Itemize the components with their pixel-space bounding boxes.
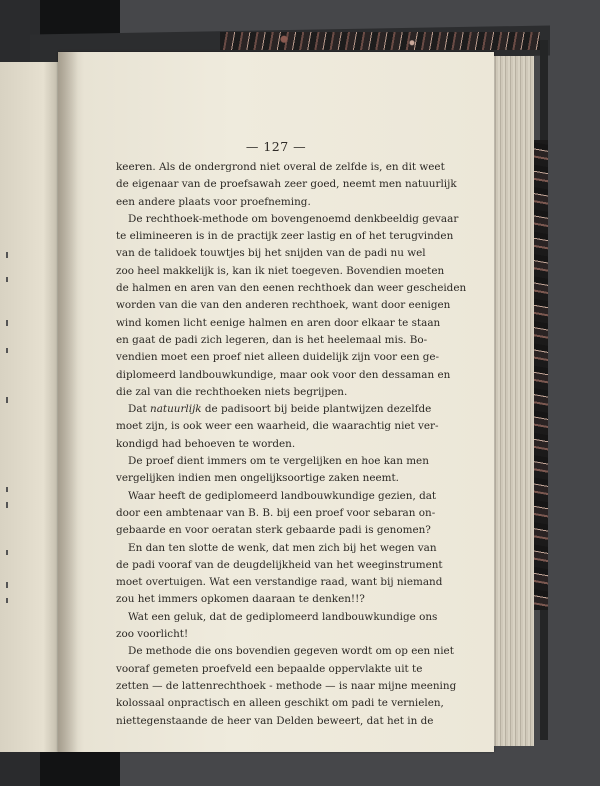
gutter-shadow <box>58 52 78 752</box>
text-line: diplomeerd landbouwkundige, maar ook voor den dessaman en <box>116 368 451 381</box>
text-line: een andere plaats voor proefneming. <box>116 195 311 208</box>
text-line: vergelijken indien men ongelijksoortige zaken neemt. <box>116 472 399 485</box>
text-line: zetten — de lattenrechthoek - methode — is naar mijne meening <box>116 679 457 692</box>
text-line: keeren. Als de ondergrond niet overal de zelfde is, en dit weet <box>116 161 445 173</box>
text-line: gebaarde en voor oeratan sterk gebaarde padi is genomen? <box>116 524 431 537</box>
text-line: te elimineeren is in de practijk zeer lastig en of het terugvinden <box>116 230 454 243</box>
text-line: die zal van die rechthoeken niets begrijpen. <box>116 385 348 398</box>
page-stack-edge <box>488 56 534 746</box>
text-line: zoo heel makkelijk is, kan ik niet toegeven. Bovendien moeten <box>116 264 445 277</box>
text-line: Waar heeft de gediplomeerd landbouwkundige gezien, dat <box>128 489 437 502</box>
emphasis: natuurlijk <box>150 403 202 416</box>
facing-page-edge <box>0 62 62 752</box>
text-line: niettegenstaande de heer van Delden beweert, dat het in de <box>116 714 434 727</box>
text-line: en gaat de padi zich legeren, dan is het heelemaal mis. Bo- <box>116 333 428 346</box>
text-line: de padi vooraf van de deugdelijkheid van het weeginstrument <box>116 558 443 571</box>
text-line: wind komen licht eenige halmen en aren door elkaar te staan <box>116 316 441 329</box>
text-line: Wat een geluk, dat de gediplomeerd landbouwkundige ons <box>128 610 438 623</box>
text-line-italic: Dat natuurlijk de padisoort bij beide plantwijzen dezelfde <box>128 403 432 416</box>
marbled-edge-top <box>220 32 540 50</box>
text-line: De methode die ons bovendien gegeven wordt om op een niet <box>128 645 454 658</box>
page-number: — 127 — <box>245 139 307 154</box>
text-line: vendien moet een proef niet alleen duidelijk zijn voor een ge- <box>116 351 440 364</box>
text-line: vooraf gemeten proefveld een bepaalde oppervlakte uit te <box>116 662 423 675</box>
text-line: zoo voorlicht! <box>116 628 189 641</box>
text-line: door een ambtenaar van B. B. bij een proef voor sebaran on- <box>116 506 436 519</box>
text-line: worden van die van den anderen rechthoek, want door eenigen <box>116 299 451 312</box>
text-line: De proef dient immers om te vergelijken en hoe kan men <box>128 455 429 468</box>
text-line: moet overtuigen. Wat een verstandige raad, want bij niemand <box>116 576 443 589</box>
text-line: de halmen en aren van den eenen rechthoek dan weer gescheiden <box>116 282 467 295</box>
text-line: En dan ten slotte de wenk, dat men zich bij het wegen van <box>128 541 437 554</box>
page-text <box>116 159 467 730</box>
text-line: moet zijn, is ook weer een waarheid, die waarachtig niet ver- <box>116 420 439 433</box>
text-line: kondigd had behoeven te worden. <box>116 437 296 450</box>
text-line: zou het immers opkomen daaraan te denken!!? <box>116 593 365 606</box>
text-line: van de talidoek touwtjes bij het snijden van de padi nu wel <box>116 247 426 260</box>
text-line: De rechthoek-methode om bovengenoemd denkbeeldig gevaar <box>128 212 459 225</box>
text-line: de eigenaar van de proefsawah zeer goed, neemt men natuurlijk <box>116 178 457 191</box>
text-line: kolossaal onpractisch en alleen geschikt om padi te vernielen, <box>116 697 444 710</box>
